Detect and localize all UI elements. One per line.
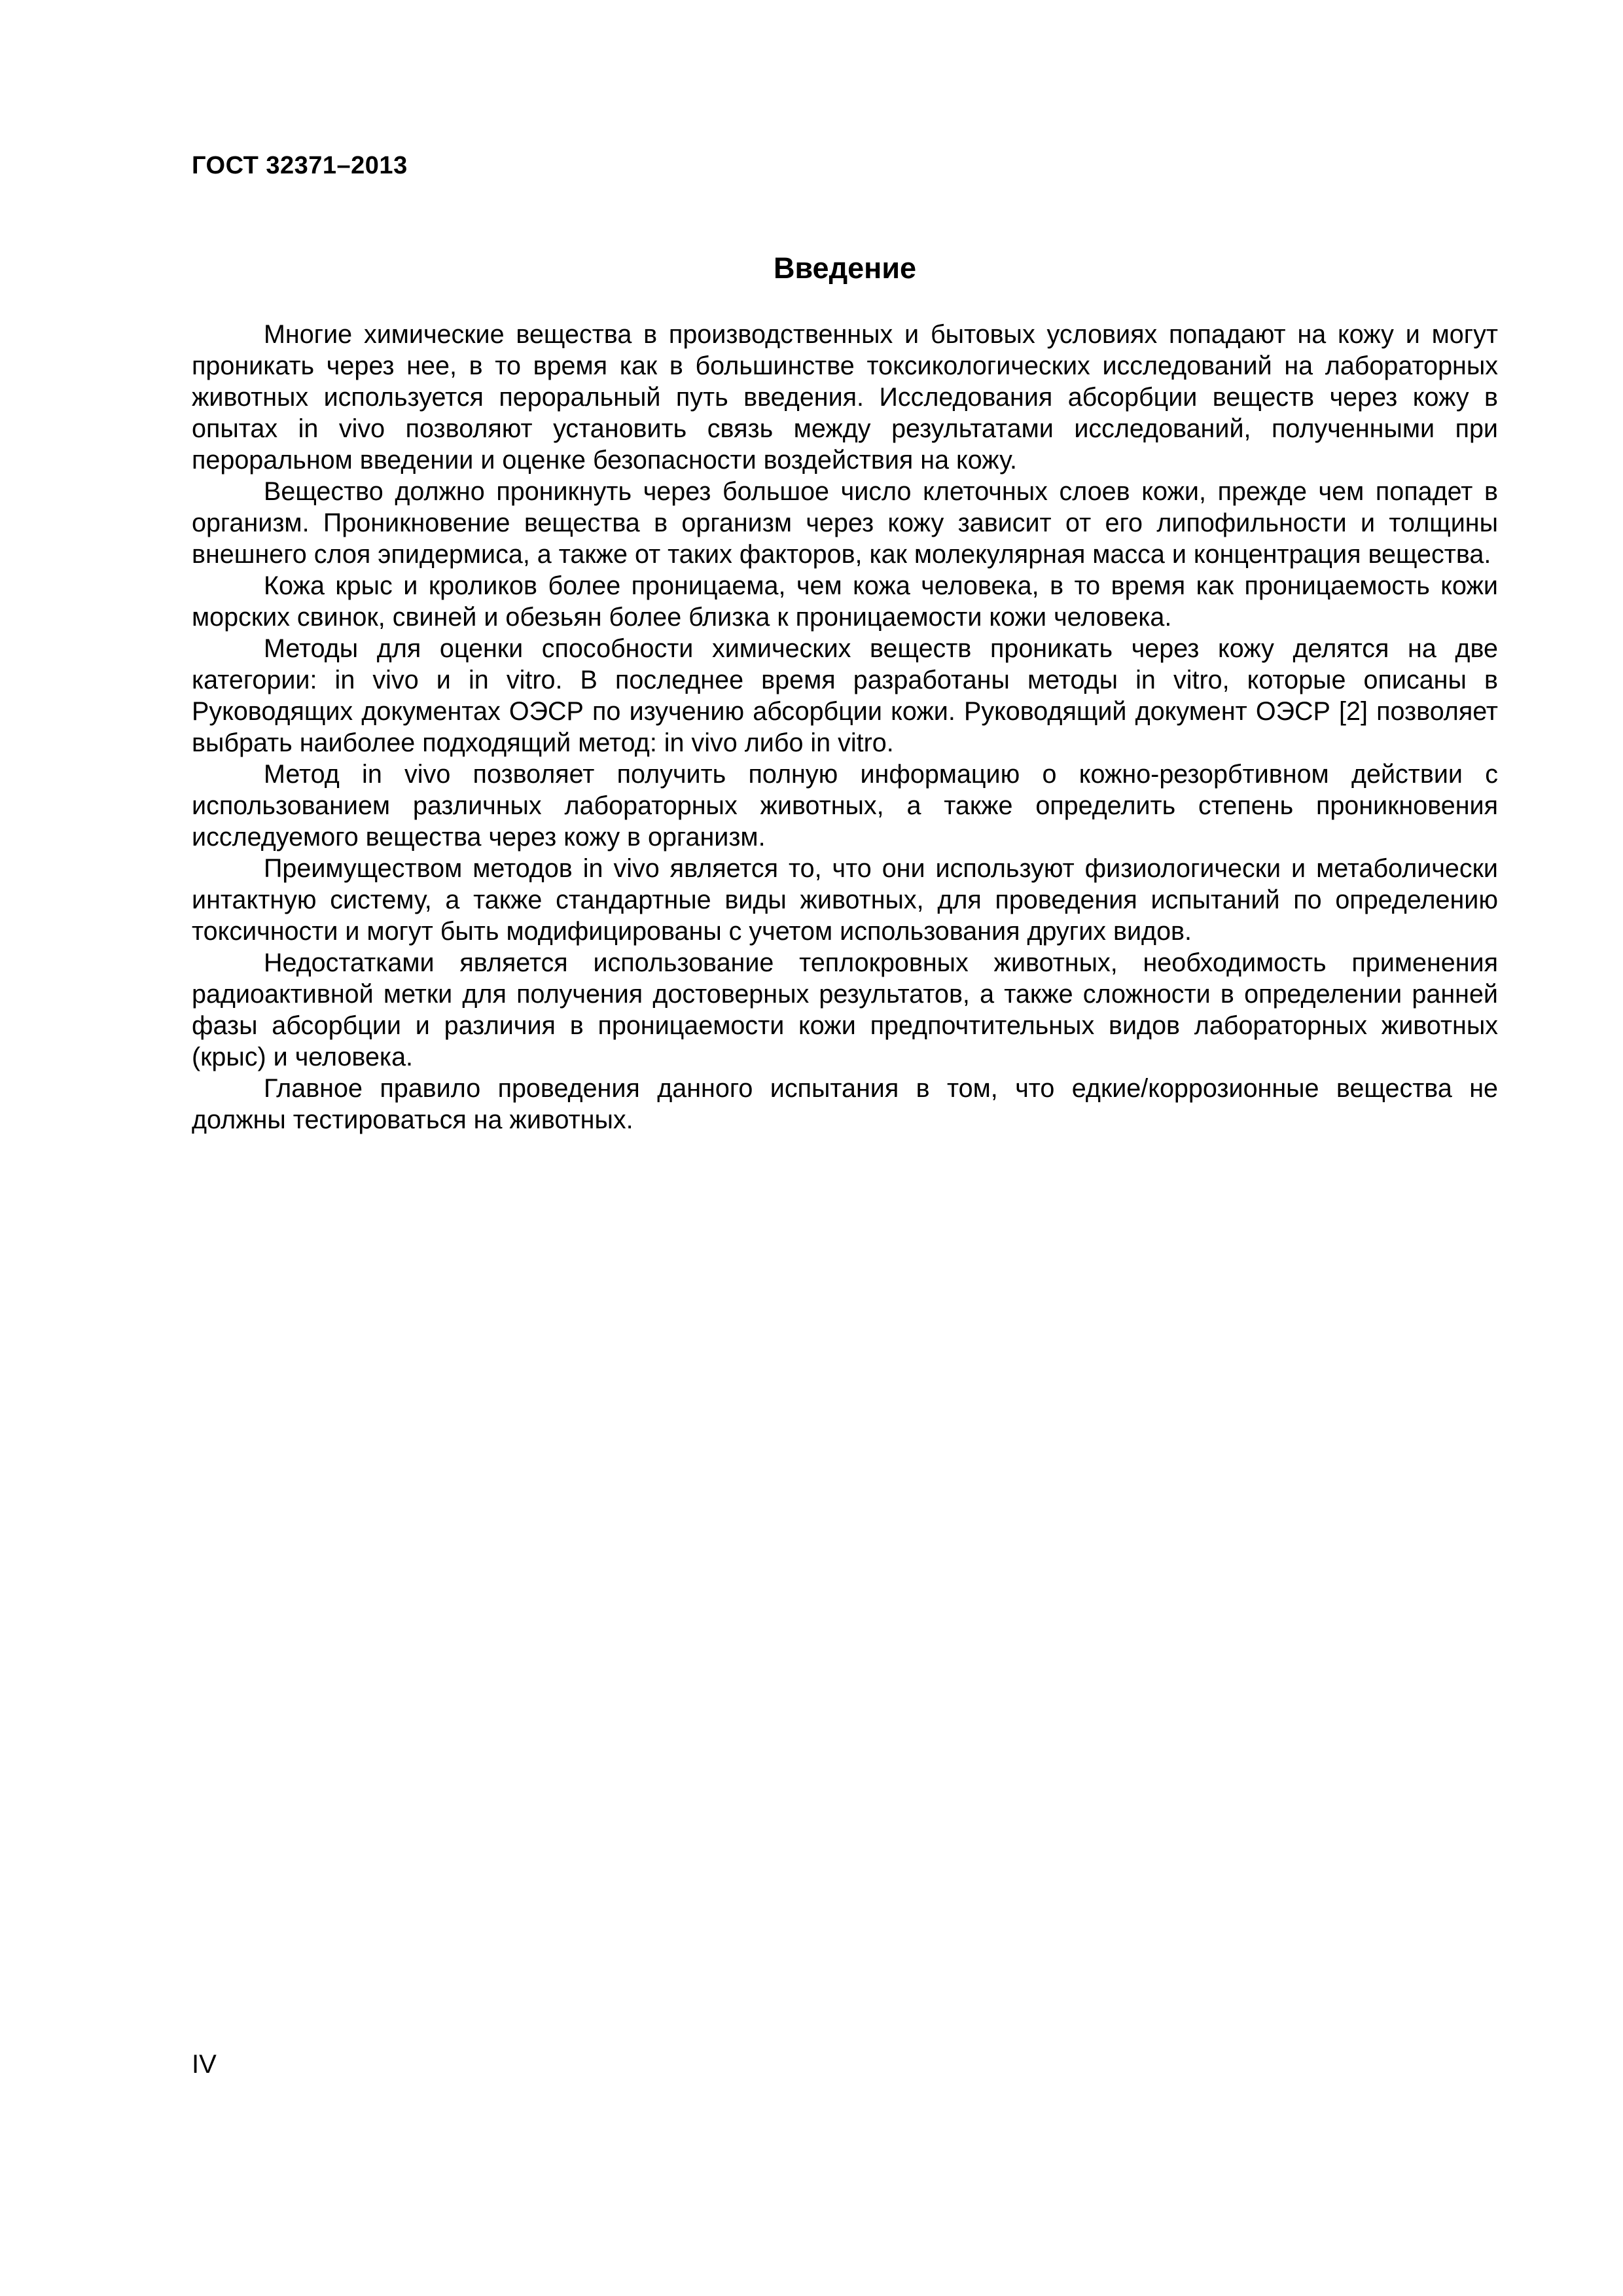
paragraph-8: Главное правило проведения данного испытания в том, что едкие/коррозионные вещества не должны тестироваться на животных. (192, 1074, 1498, 1134)
paragraph-4: Методы для оценки способности химических веществ проникать через кожу делятся на две категории: in vivo и in vitro. В последнее время разработаны методы in vitro, которые описаны в Руководящих документах ОЭСР по изучению абсорбции кожи. Руководящий документ ОЭСР [2] позволяет выбрать наиболее подходящий метод: in vivo либо in vitro. (192, 634, 1498, 757)
paragraph-5: Метод in vivo позволяет получить полную информацию о кожно-резорбтивном действии с использованием различных лабораторных животных, а также определить степень проникновения исследуемого вещества через кожу в организм. (192, 760, 1498, 852)
section-title: Введение (773, 251, 917, 285)
body-text (192, 319, 1498, 1136)
paragraph-1: Многие химические вещества в производственных и бытовых условиях попадают на кожу и могут проникать через нее, в то время как в большинстве токсикологических исследований на лабораторных животных используется пероральный путь введения. Исследования абсорбции веществ через кожу в опытах in vivo позволяют установить связь между результатами исследований, полученными при пероральном введении и оценке безопасности воздействия на кожу. (192, 320, 1498, 475)
page-number: IV (192, 2050, 217, 2079)
paragraph-2: Вещество должно проникнуть через большое число клеточных слоев кожи, прежде чем попадет в организм. Проникновение вещества в организм через кожу зависит от его липофильности и толщины внешнего слоя эпидермиса, а также от таких факторов, как молекулярная масса и концентрация вещества. (192, 477, 1498, 569)
paragraph-6: Преимуществом методов in vivo является то, что они используют физиологически и метаболически интактную систему, а также стандартные виды животных, для проведения испытаний по определению токсичности и могут быть модифицированы с учетом использования других видов. (192, 854, 1498, 946)
paragraph-3: Кожа крыс и кроликов более проницаема, чем кожа человека, в то время как проницаемость кожи морских свинок, свиней и обезьян более близка к проницаемости кожи человека. (192, 571, 1498, 632)
paragraph-7: Недостатками является использование теплокровных животных, необходимость применения радиоактивной метки для получения достоверных результатов, а также сложности в определении ранней фазы абсорбции и различия в проницаемости кожи предпочтительных видов лабораторных животных (крыс) и человека. (192, 948, 1498, 1071)
document-header: ГОСТ 32371–2013 (192, 152, 408, 179)
